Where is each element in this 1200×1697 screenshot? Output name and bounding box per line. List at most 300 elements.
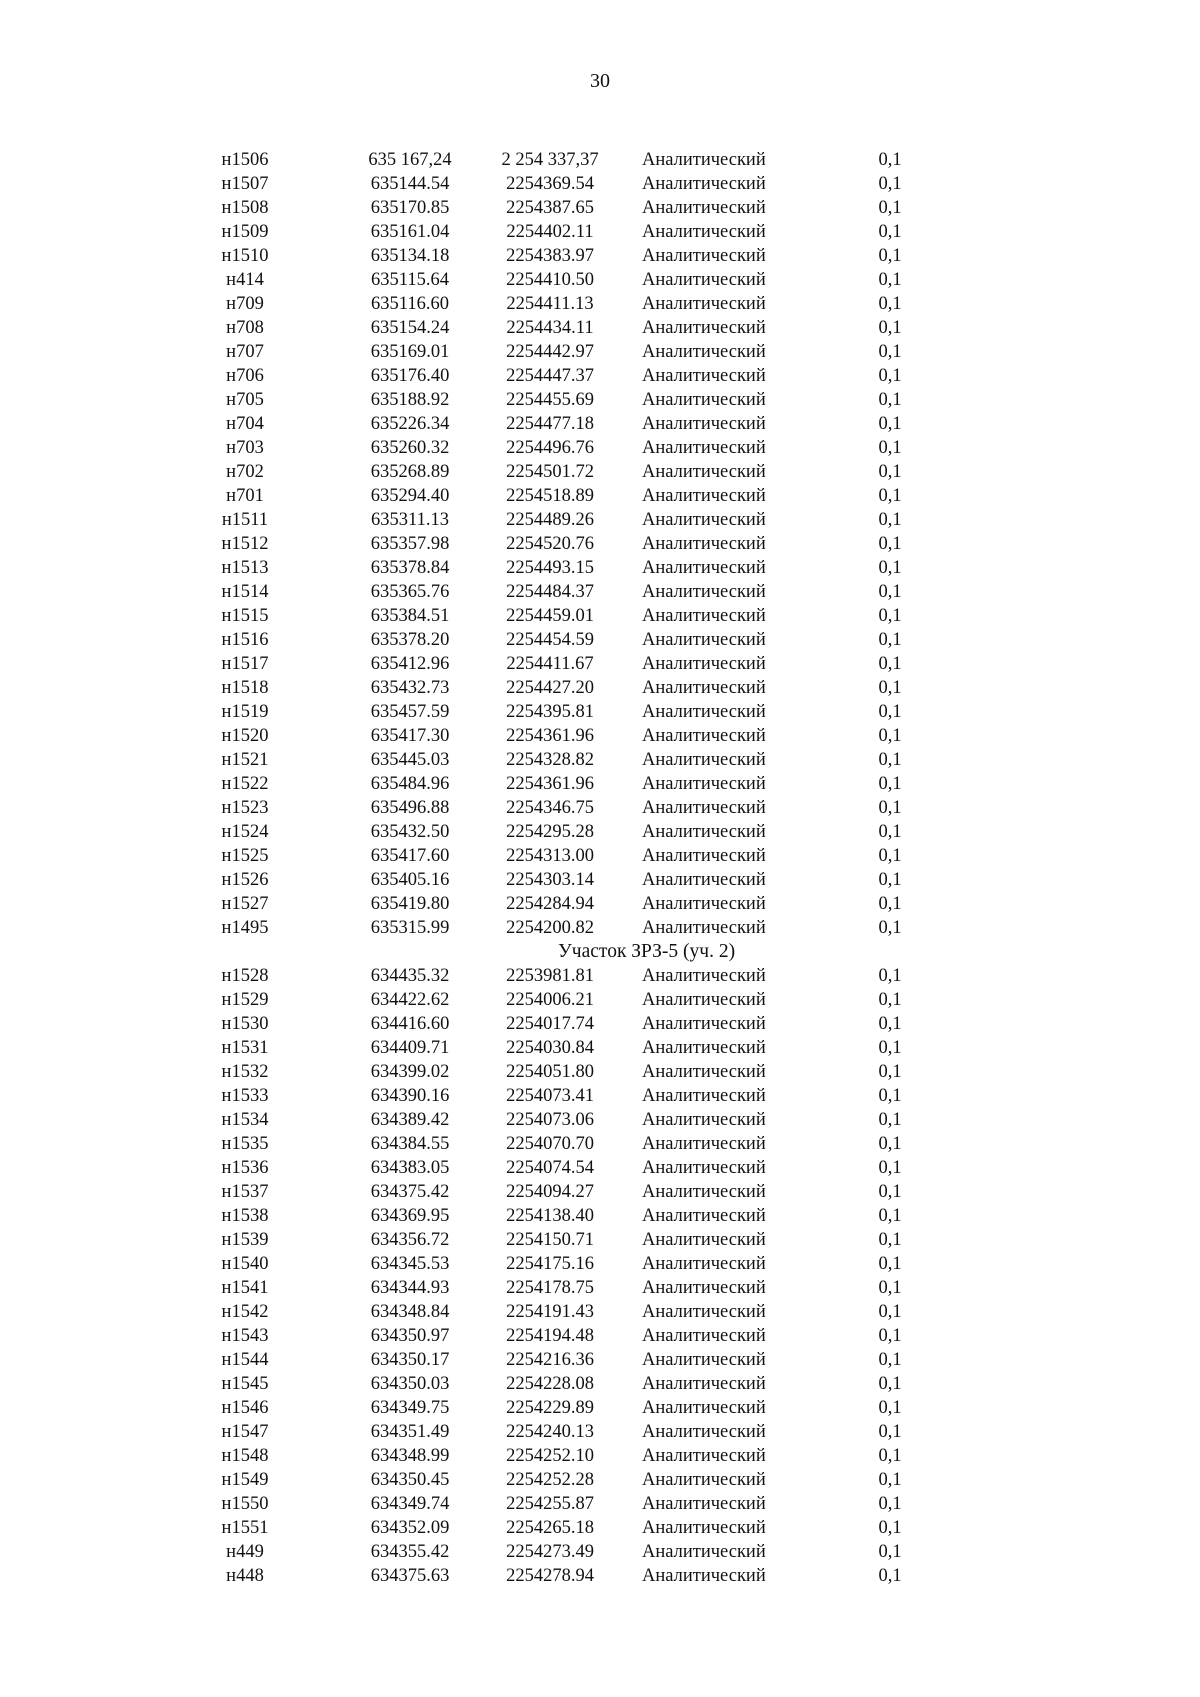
method-cell: Аналитический (642, 1494, 766, 1514)
y-coordinate-cell: 2254194.48 (506, 1326, 594, 1346)
method-cell: Аналитический (642, 1470, 766, 1490)
point-id-cell: н1530 (221, 1014, 269, 1034)
x-coordinate-cell: 634344.93 (370, 1278, 450, 1298)
table-row (160, 1084, 960, 1108)
x-coordinate-cell: 634383.05 (370, 1158, 450, 1178)
x-coordinate-cell: 634399.02 (370, 1062, 450, 1082)
accuracy-cell: 0,1 (878, 750, 902, 770)
point-id-cell: н1517 (221, 654, 269, 674)
point-id-cell: н706 (226, 366, 264, 386)
accuracy-cell: 0,1 (878, 270, 902, 290)
y-coordinate-cell: 2254030.84 (506, 1038, 594, 1058)
table-row (160, 556, 960, 580)
table-row (160, 1204, 960, 1228)
method-cell: Аналитический (642, 966, 766, 986)
accuracy-cell: 0,1 (878, 846, 902, 866)
table-row (160, 1492, 960, 1516)
x-coordinate-cell: 635315.99 (370, 918, 450, 938)
method-cell: Аналитический (642, 750, 766, 770)
table-row (160, 1228, 960, 1252)
method-cell: Аналитический (642, 462, 766, 482)
table-row (160, 1180, 960, 1204)
coordinates-group-2 (160, 964, 960, 1588)
accuracy-cell: 0,1 (878, 1446, 902, 1466)
x-coordinate-cell: 635268.89 (370, 462, 450, 482)
x-coordinate-cell: 635417.30 (370, 726, 450, 746)
method-cell: Аналитический (642, 150, 766, 170)
point-id-cell: н1528 (221, 966, 269, 986)
accuracy-cell: 0,1 (878, 990, 902, 1010)
accuracy-cell: 0,1 (878, 1566, 902, 1586)
table-row (160, 388, 960, 412)
coordinates-group-1 (160, 148, 960, 940)
accuracy-cell: 0,1 (878, 366, 902, 386)
table-row (160, 748, 960, 772)
method-cell: Аналитический (642, 678, 766, 698)
point-id-cell: н1529 (221, 990, 269, 1010)
method-cell: Аналитический (642, 270, 766, 290)
x-coordinate-cell: 635134.18 (370, 246, 450, 266)
accuracy-cell: 0,1 (878, 894, 902, 914)
point-id-cell: н1511 (221, 510, 269, 530)
point-id-cell: н705 (226, 390, 264, 410)
section-title: Участок ЗРЗ-5 (уч. 2) (558, 941, 736, 962)
accuracy-cell: 0,1 (878, 918, 902, 938)
table-row (160, 1420, 960, 1444)
x-coordinate-cell: 635378.20 (370, 630, 450, 650)
y-coordinate-cell: 2254073.41 (506, 1086, 594, 1106)
table-row (160, 676, 960, 700)
accuracy-cell: 0,1 (878, 510, 902, 530)
method-cell: Аналитический (642, 1062, 766, 1082)
y-coordinate-cell: 2254484.37 (506, 582, 594, 602)
method-cell: Аналитический (642, 894, 766, 914)
y-coordinate-cell: 2254094.27 (506, 1182, 594, 1202)
method-cell: Аналитический (642, 366, 766, 386)
method-cell: Аналитический (642, 534, 766, 554)
method-cell: Аналитический (642, 1398, 766, 1418)
method-cell: Аналитический (642, 726, 766, 746)
table-row (160, 1540, 960, 1564)
point-id-cell: н1520 (221, 726, 269, 746)
accuracy-cell: 0,1 (878, 1326, 902, 1346)
point-id-cell: н707 (226, 342, 264, 362)
method-cell: Аналитический (642, 1206, 766, 1226)
method-cell: Аналитический (642, 870, 766, 890)
y-coordinate-cell: 2254328.82 (506, 750, 594, 770)
y-coordinate-cell: 2254427.20 (506, 678, 594, 698)
accuracy-cell: 0,1 (878, 606, 902, 626)
method-cell: Аналитический (642, 654, 766, 674)
point-id-cell: н1547 (221, 1422, 269, 1442)
table-row (160, 460, 960, 484)
method-cell: Аналитический (642, 1542, 766, 1562)
point-id-cell: н1544 (221, 1350, 269, 1370)
method-cell: Аналитический (642, 606, 766, 626)
x-coordinate-cell: 635432.50 (370, 822, 450, 842)
point-id-cell: н1526 (221, 870, 269, 890)
y-coordinate-cell: 2254442.97 (506, 342, 594, 362)
accuracy-cell: 0,1 (878, 1470, 902, 1490)
x-coordinate-cell: 634409.71 (370, 1038, 450, 1058)
method-cell: Аналитический (642, 822, 766, 842)
x-coordinate-cell: 634416.60 (370, 1014, 450, 1034)
x-coordinate-cell: 635161.04 (370, 222, 450, 242)
point-id-cell: н1548 (221, 1446, 269, 1466)
y-coordinate-cell: 2254006.21 (506, 990, 594, 1010)
y-coordinate-cell: 2254455.69 (506, 390, 594, 410)
y-coordinate-cell: 2254178.75 (506, 1278, 594, 1298)
method-cell: Аналитический (642, 390, 766, 410)
y-coordinate-cell: 2254273.49 (506, 1542, 594, 1562)
method-cell: Аналитический (642, 630, 766, 650)
y-coordinate-cell: 2254073.06 (506, 1110, 594, 1130)
y-coordinate-cell: 2254410.50 (506, 270, 594, 290)
method-cell: Аналитический (642, 486, 766, 506)
accuracy-cell: 0,1 (878, 462, 902, 482)
method-cell: Аналитический (642, 1518, 766, 1538)
table-row (160, 1348, 960, 1372)
table-row (160, 412, 960, 436)
x-coordinate-cell: 634348.84 (370, 1302, 450, 1322)
y-coordinate-cell: 2254402.11 (506, 222, 594, 242)
accuracy-cell: 0,1 (878, 1542, 902, 1562)
x-coordinate-cell: 634350.03 (370, 1374, 450, 1394)
point-id-cell: н1543 (221, 1326, 269, 1346)
y-coordinate-cell: 2254191.43 (506, 1302, 594, 1322)
point-id-cell: н1550 (221, 1494, 269, 1514)
table-row (160, 580, 960, 604)
y-coordinate-cell: 2254229.89 (506, 1398, 594, 1418)
point-id-cell: н1545 (221, 1374, 269, 1394)
method-cell: Аналитический (642, 1158, 766, 1178)
accuracy-cell: 0,1 (878, 678, 902, 698)
point-id-cell: н1532 (221, 1062, 269, 1082)
accuracy-cell: 0,1 (878, 1398, 902, 1418)
y-coordinate-cell: 2254175.16 (506, 1254, 594, 1274)
y-coordinate-cell: 2254240.13 (506, 1422, 594, 1442)
point-id-cell: н449 (226, 1542, 264, 1562)
accuracy-cell: 0,1 (878, 1038, 902, 1058)
accuracy-cell: 0,1 (878, 1422, 902, 1442)
x-coordinate-cell: 634369.95 (370, 1206, 450, 1226)
accuracy-cell: 0,1 (878, 726, 902, 746)
table-row (160, 820, 960, 844)
accuracy-cell: 0,1 (878, 1518, 902, 1538)
table-row (160, 988, 960, 1012)
table-row (160, 1300, 960, 1324)
table-row (160, 1564, 960, 1588)
method-cell: Аналитический (642, 1014, 766, 1034)
y-coordinate-cell: 2254520.76 (506, 534, 594, 554)
x-coordinate-cell: 634422.62 (370, 990, 450, 1010)
y-coordinate-cell: 2254252.10 (506, 1446, 594, 1466)
point-id-cell: н1535 (221, 1134, 269, 1154)
accuracy-cell: 0,1 (878, 1374, 902, 1394)
y-coordinate-cell: 2254411.67 (506, 654, 594, 674)
y-coordinate-cell: 2254200.82 (506, 918, 594, 938)
x-coordinate-cell: 635154.24 (370, 318, 450, 338)
method-cell: Аналитический (642, 198, 766, 218)
point-id-cell: н1537 (221, 1182, 269, 1202)
accuracy-cell: 0,1 (878, 342, 902, 362)
method-cell: Аналитический (642, 1278, 766, 1298)
point-id-cell: н1509 (221, 222, 269, 242)
y-coordinate-cell: 2254447.37 (506, 366, 594, 386)
point-id-cell: н1519 (221, 702, 269, 722)
method-cell: Аналитический (642, 798, 766, 818)
accuracy-cell: 0,1 (878, 630, 902, 650)
y-coordinate-cell: 2 254 337,37 (501, 150, 599, 170)
accuracy-cell: 0,1 (878, 1302, 902, 1322)
accuracy-cell: 0,1 (878, 150, 902, 170)
x-coordinate-cell: 635357.98 (370, 534, 450, 554)
x-coordinate-cell: 634350.17 (370, 1350, 450, 1370)
y-coordinate-cell: 2254255.87 (506, 1494, 594, 1514)
point-id-cell: н701 (226, 486, 264, 506)
page-number: 30 (590, 70, 610, 92)
x-coordinate-cell: 635226.34 (370, 414, 450, 434)
accuracy-cell: 0,1 (878, 1014, 902, 1034)
y-coordinate-cell: 2254369.54 (506, 174, 594, 194)
point-id-cell: н1508 (221, 198, 269, 218)
y-coordinate-cell: 2254489.26 (506, 510, 594, 530)
accuracy-cell: 0,1 (878, 774, 902, 794)
accuracy-cell: 0,1 (878, 582, 902, 602)
method-cell: Аналитический (642, 174, 766, 194)
x-coordinate-cell: 635405.16 (370, 870, 450, 890)
y-coordinate-cell: 2254150.71 (506, 1230, 594, 1250)
x-coordinate-cell: 634355.42 (370, 1542, 450, 1562)
table-row (160, 652, 960, 676)
table-row (160, 1060, 960, 1084)
accuracy-cell: 0,1 (878, 1494, 902, 1514)
point-id-cell: н1518 (221, 678, 269, 698)
point-id-cell: н1538 (221, 1206, 269, 1226)
x-coordinate-cell: 635417.60 (370, 846, 450, 866)
y-coordinate-cell: 2254303.14 (506, 870, 594, 890)
method-cell: Аналитический (642, 558, 766, 578)
accuracy-cell: 0,1 (878, 174, 902, 194)
x-coordinate-cell: 635432.73 (370, 678, 450, 698)
method-cell: Аналитический (642, 1254, 766, 1274)
point-id-cell: н1536 (221, 1158, 269, 1178)
method-cell: Аналитический (642, 510, 766, 530)
table-row (160, 340, 960, 364)
y-coordinate-cell: 2254477.18 (506, 414, 594, 434)
y-coordinate-cell: 2254313.00 (506, 846, 594, 866)
table-row (160, 868, 960, 892)
table-row (160, 196, 960, 220)
accuracy-cell: 0,1 (878, 438, 902, 458)
accuracy-cell: 0,1 (878, 294, 902, 314)
accuracy-cell: 0,1 (878, 1158, 902, 1178)
x-coordinate-cell: 634350.45 (370, 1470, 450, 1490)
y-coordinate-cell: 2254252.28 (506, 1470, 594, 1490)
point-id-cell: н708 (226, 318, 264, 338)
y-coordinate-cell: 2254493.15 (506, 558, 594, 578)
table-row (160, 1012, 960, 1036)
x-coordinate-cell: 635170.85 (370, 198, 450, 218)
x-coordinate-cell: 634350.97 (370, 1326, 450, 1346)
accuracy-cell: 0,1 (878, 822, 902, 842)
y-coordinate-cell: 2254501.72 (506, 462, 594, 482)
method-cell: Аналитический (642, 582, 766, 602)
table-row (160, 892, 960, 916)
table-row (160, 1156, 960, 1180)
accuracy-cell: 0,1 (878, 1278, 902, 1298)
accuracy-cell: 0,1 (878, 1062, 902, 1082)
y-coordinate-cell: 2254216.36 (506, 1350, 594, 1370)
table-row (160, 268, 960, 292)
accuracy-cell: 0,1 (878, 1182, 902, 1202)
table-row (160, 916, 960, 940)
point-id-cell: н1510 (221, 246, 269, 266)
x-coordinate-cell: 635419.80 (370, 894, 450, 914)
method-cell: Аналитический (642, 1182, 766, 1202)
x-coordinate-cell: 634435.32 (370, 966, 450, 986)
y-coordinate-cell: 2254411.13 (506, 294, 594, 314)
table-row (160, 172, 960, 196)
method-cell: Аналитический (642, 1326, 766, 1346)
x-coordinate-cell: 635311.13 (371, 510, 449, 530)
table-row (160, 964, 960, 988)
method-cell: Аналитический (642, 1566, 766, 1586)
x-coordinate-cell: 635365.76 (370, 582, 450, 602)
x-coordinate-cell: 635176.40 (370, 366, 450, 386)
table-row (160, 508, 960, 532)
x-coordinate-cell: 634345.53 (370, 1254, 450, 1274)
method-cell: Аналитический (642, 222, 766, 242)
point-id-cell: н1506 (221, 150, 269, 170)
accuracy-cell: 0,1 (878, 414, 902, 434)
table-row (160, 220, 960, 244)
point-id-cell: н1512 (221, 534, 269, 554)
point-id-cell: н1534 (221, 1110, 269, 1130)
table-row (160, 1036, 960, 1060)
x-coordinate-cell: 634375.63 (370, 1566, 450, 1586)
x-coordinate-cell: 635484.96 (370, 774, 450, 794)
point-id-cell: н1531 (221, 1038, 269, 1058)
table-row (160, 148, 960, 172)
table-row (160, 436, 960, 460)
point-id-cell: н1551 (221, 1518, 269, 1538)
point-id-cell: н1515 (221, 606, 269, 626)
x-coordinate-cell: 634384.55 (370, 1134, 450, 1154)
y-coordinate-cell: 2254265.18 (506, 1518, 594, 1538)
accuracy-cell: 0,1 (878, 1230, 902, 1250)
point-id-cell: н1516 (221, 630, 269, 650)
y-coordinate-cell: 2254387.65 (506, 198, 594, 218)
y-coordinate-cell: 2254454.59 (506, 630, 594, 650)
y-coordinate-cell: 2253981.81 (506, 966, 594, 986)
method-cell: Аналитический (642, 1086, 766, 1106)
point-id-cell: н1514 (221, 582, 269, 602)
accuracy-cell: 0,1 (878, 870, 902, 890)
table-row (160, 844, 960, 868)
y-coordinate-cell: 2254361.96 (506, 774, 594, 794)
accuracy-cell: 0,1 (878, 798, 902, 818)
point-id-cell: н1533 (221, 1086, 269, 1106)
method-cell: Аналитический (642, 246, 766, 266)
y-coordinate-cell: 2254228.08 (506, 1374, 594, 1394)
x-coordinate-cell: 634351.49 (370, 1422, 450, 1442)
method-cell: Аналитический (642, 342, 766, 362)
y-coordinate-cell: 2254070.70 (506, 1134, 594, 1154)
point-id-cell: н703 (226, 438, 264, 458)
y-coordinate-cell: 2254383.97 (506, 246, 594, 266)
table-row (160, 604, 960, 628)
point-id-cell: н709 (226, 294, 264, 314)
x-coordinate-cell: 635260.32 (370, 438, 450, 458)
y-coordinate-cell: 2254017.74 (506, 1014, 594, 1034)
x-coordinate-cell: 634348.99 (370, 1446, 450, 1466)
table-row (160, 1108, 960, 1132)
accuracy-cell: 0,1 (878, 966, 902, 986)
method-cell: Аналитический (642, 1230, 766, 1250)
accuracy-cell: 0,1 (878, 654, 902, 674)
accuracy-cell: 0,1 (878, 390, 902, 410)
x-coordinate-cell: 635457.59 (370, 702, 450, 722)
method-cell: Аналитический (642, 318, 766, 338)
y-coordinate-cell: 2254346.75 (506, 798, 594, 818)
accuracy-cell: 0,1 (878, 222, 902, 242)
table-row (160, 292, 960, 316)
accuracy-cell: 0,1 (878, 1350, 902, 1370)
method-cell: Аналитический (642, 414, 766, 434)
accuracy-cell: 0,1 (878, 198, 902, 218)
x-coordinate-cell: 635412.96 (370, 654, 450, 674)
accuracy-cell: 0,1 (878, 534, 902, 554)
x-coordinate-cell: 634389.42 (370, 1110, 450, 1130)
accuracy-cell: 0,1 (878, 1134, 902, 1154)
y-coordinate-cell: 2254051.80 (506, 1062, 594, 1082)
table-row (160, 1252, 960, 1276)
y-coordinate-cell: 2254284.94 (506, 894, 594, 914)
x-coordinate-cell: 635144.54 (370, 174, 450, 194)
method-cell: Аналитический (642, 1422, 766, 1442)
method-cell: Аналитический (642, 1446, 766, 1466)
accuracy-cell: 0,1 (878, 486, 902, 506)
method-cell: Аналитический (642, 702, 766, 722)
x-coordinate-cell: 635188.92 (370, 390, 450, 410)
method-cell: Аналитический (642, 990, 766, 1010)
accuracy-cell: 0,1 (878, 558, 902, 578)
accuracy-cell: 0,1 (878, 1110, 902, 1130)
point-id-cell: н448 (226, 1566, 264, 1586)
x-coordinate-cell: 635496.88 (370, 798, 450, 818)
table-row (160, 1372, 960, 1396)
method-cell: Аналитический (642, 1110, 766, 1130)
point-id-cell: н1495 (221, 918, 269, 938)
x-coordinate-cell: 634352.09 (370, 1518, 450, 1538)
y-coordinate-cell: 2254138.40 (506, 1206, 594, 1226)
method-cell: Аналитический (642, 438, 766, 458)
x-coordinate-cell: 634356.72 (370, 1230, 450, 1250)
y-coordinate-cell: 2254395.81 (506, 702, 594, 722)
point-id-cell: н1523 (221, 798, 269, 818)
table-row (160, 364, 960, 388)
x-coordinate-cell: 634349.74 (370, 1494, 450, 1514)
method-cell: Аналитический (642, 1350, 766, 1370)
y-coordinate-cell: 2254361.96 (506, 726, 594, 746)
point-id-cell: н1513 (221, 558, 269, 578)
table-row (160, 1276, 960, 1300)
point-id-cell: н1527 (221, 894, 269, 914)
point-id-cell: н1540 (221, 1254, 269, 1274)
point-id-cell: н414 (226, 270, 264, 290)
x-coordinate-cell: 634349.75 (370, 1398, 450, 1418)
